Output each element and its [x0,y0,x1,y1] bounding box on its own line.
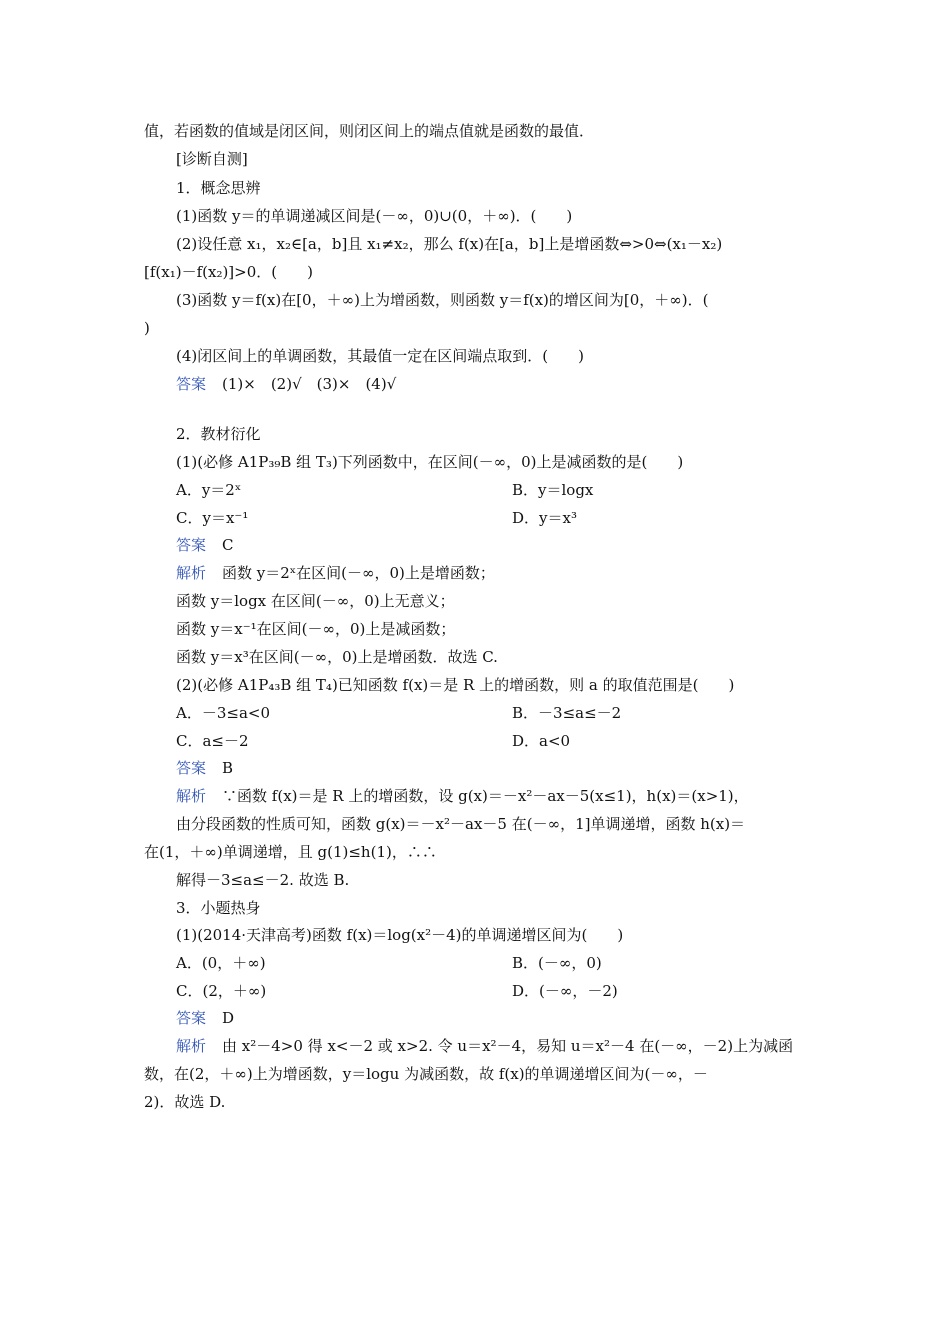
question-line: (4)闭区间上的单调函数，其最值一定在区间端点取到．( ) [176,347,584,365]
analysis-label: 解析 [176,564,207,582]
section-heading: [诊断自测] [176,150,248,168]
analysis-line: 函数 y＝x³在区间(－∞，0)上是增函数．故选 C. [176,648,498,666]
option-a: A．－3≤a<0 [176,704,270,722]
option-d: D．a<0 [512,732,571,750]
answer-label: 答案 [176,375,207,393]
option-c: C．y＝x⁻¹ [176,509,249,527]
analysis-line: 由分段函数的性质可知，函数 g(x)＝－x²－ax－5 在(－∞，1]单调递增，函数 h(x)＝ [176,815,746,833]
option-c: C．(2，＋∞) [176,982,267,1000]
answer-label: 答案 [176,759,207,777]
option-a: A．(0，＋∞) [176,954,266,972]
option-b: B．－3≤a≤－2 [512,704,622,722]
answer-text: D [222,1009,235,1027]
answer-text: C [222,536,234,554]
analysis-line: 在(1，＋∞)单调递增，且 g(1)≤h(1)，∴∴ [144,843,437,861]
analysis-line [176,1036,793,1056]
question-line: [f(x₁)－f(x₂)]>0．( ) [144,263,313,281]
question-line: ) [144,319,150,337]
question-line: (1)函数 y＝的单调递减区间是(－∞，0)∪(0，＋∞)．( ) [176,207,573,225]
option-a: A．y＝2ˣ [176,481,242,499]
answer-line [176,535,234,555]
option-d: D．(－∞，－2) [512,982,618,1000]
question-line: (1)(必修 A1P₃₉B 组 T₃)下列函数中，在区间(－∞，0)上是减函数的是( ) [176,453,684,471]
option-d: D．y＝x³ [512,509,577,527]
analysis-line: 数，在(2，＋∞)上为增函数，y＝logu 为减函数，故 f(x)的单调递增区间为(－∞，－ [144,1065,708,1083]
answer-text: B [222,759,234,777]
answer-label: 答案 [176,536,207,554]
analysis-label: 解析 [176,787,207,805]
analysis-line [176,786,749,806]
analysis-text: ∵函数 f(x)＝是 R 上的增函数，设 g(x)＝－x²－ax－5(x≤1)，h(x)＝(x>1)， [222,787,749,805]
answer-label: 答案 [176,1009,207,1027]
subsection-heading: 1．概念思辨 [176,179,261,197]
subsection-heading: 2．教材衍化 [176,425,261,443]
option-b: B．(－∞，0) [512,954,602,972]
analysis-text: 函数 y＝2ˣ在区间(－∞，0)上是增函数； [222,564,495,582]
analysis-label: 解析 [176,1037,207,1055]
analysis-line: 函数 y＝x⁻¹在区间(－∞，0)上是减函数； [176,620,456,638]
answer-line [176,758,233,778]
analysis-text: 由 x²－4>0 得 x<－2 或 x>2. 令 u＝x²－4，易知 u＝x²－4 在(－∞，－2)上为减函 [222,1037,794,1055]
question-line: (3)函数 y＝f(x)在[0，＋∞)上为增函数，则函数 y＝f(x)的增区间为[0，＋∞)．( [176,291,709,309]
option-b: B．y＝logx [512,481,594,499]
answer-line [176,374,396,394]
text-line: 值，若函数的值域是闭区间，则闭区间上的端点值就是函数的最值． [144,122,595,140]
option-c: C．a≤－2 [176,732,249,750]
analysis-line: 解得－3≤a≤－2. 故选 B. [176,871,350,889]
answer-text: (1)× (2)√ (3)× (4)√ [222,375,397,393]
analysis-line: 2)．故选 D. [144,1093,226,1111]
analysis-line [176,563,495,583]
question-line: (2)设任意 x₁，x₂∈[a，b]且 x₁≠x₂，那么 f(x)在[a，b]上是增函数⇔>0⇔(x₁－x₂) [176,235,723,253]
question-line: (1)(2014·天津高考)函数 f(x)＝log(x²－4)的单调递增区间为( ) [176,926,624,944]
analysis-line: 函数 y＝logx 在区间(－∞，0)上无意义； [176,592,455,610]
question-line: (2)(必修 A1P₄₃B 组 T₄)已知函数 f(x)＝是 R 上的增函数，则 a 的取值范围是( ) [176,676,735,694]
answer-line [176,1008,234,1028]
subsection-heading: 3．小题热身 [176,899,261,917]
